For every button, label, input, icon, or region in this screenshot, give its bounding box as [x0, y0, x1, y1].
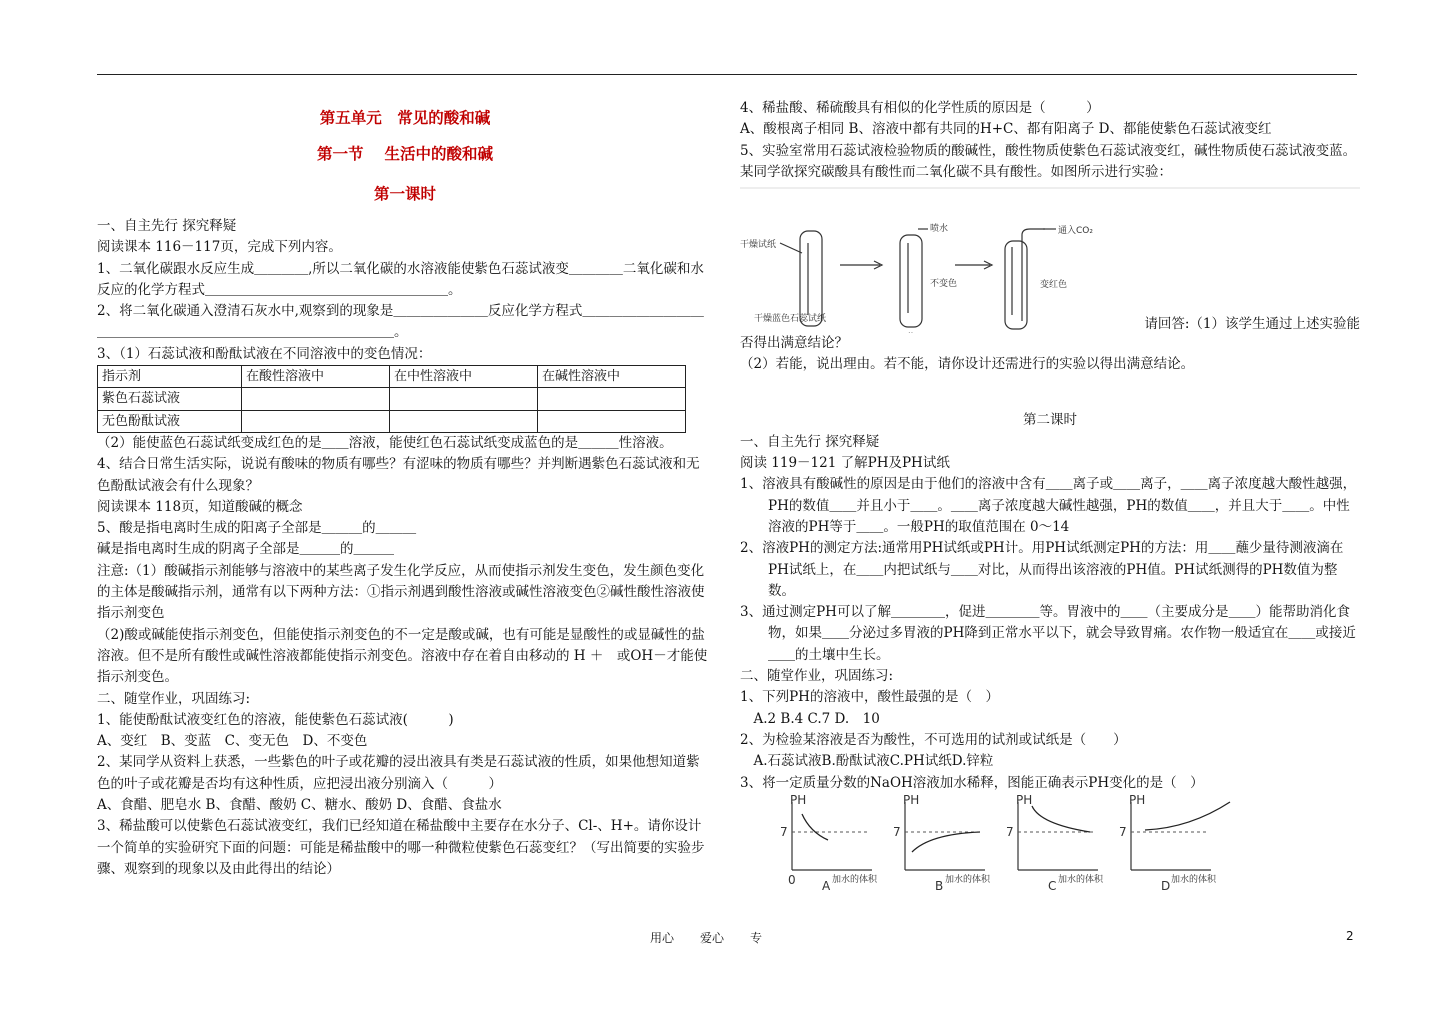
- text-line: 3、（1）石蕊试液和酚酞试液在不同溶液中的变色情况：: [97, 345, 432, 362]
- right-lines-a: [740, 98, 1360, 183]
- y-tick-7: 7: [893, 824, 901, 839]
- co2-tube: [1022, 229, 1045, 321]
- text-line: 注意:（1）酸碱指示剂能够与溶液中的某些离子发生化学反应，从而使指示剂发生变色，发生颜色变化的主体是酸碱指示剂，通常有以下两种方法：①指示剂遇到酸性溶液或碱性溶液变色②碱性酸性溶液使指示剂变色: [97, 562, 705, 622]
- text-line: 阅读课本 118页，知道酸碱的概念: [97, 498, 303, 515]
- page-number: 2: [1346, 929, 1354, 943]
- y-axis-label: PH: [903, 793, 920, 807]
- label-water: 喷水: [930, 224, 949, 235]
- y-tick-7: 7: [1006, 824, 1014, 839]
- origin-label: 0: [788, 872, 796, 887]
- x-axis-label: 加水的体积: [945, 874, 991, 885]
- text-line: 阅读课本 116－117页，完成下列内容。: [97, 239, 342, 256]
- table-cell: [538, 388, 686, 410]
- label-no-change: 不变色: [930, 279, 958, 290]
- y-axis-label: PH: [1016, 793, 1033, 807]
- text-line: 碱是指电离时生成的阴离子全部是＿＿＿的＿＿＿: [97, 541, 394, 558]
- experiment-figure: [740, 183, 1360, 333]
- text-line: 3、稀盐酸可以使紫色石蕊试液变红，我们已经知道在稀盐酸中主要存在水分子、Cl-、H+。请你设计一个简单的实验研究下面的问题：可能是稀盐酸中的哪一种微粒使紫色石蕊变红？（写出简要的实验步骤、观察到的现象以及由此得出的结论）: [97, 818, 705, 877]
- left-column: [97, 98, 713, 880]
- text-line: A.2 B.4 C.7 D. 10: [740, 710, 880, 727]
- text-line: （2）若能，说出理由。若不能，请你设计还需进行的实验以得出满意结论。: [740, 356, 1195, 373]
- text-line: A、食醋、肥皂水 B、食醋、酸奶 C、糖水、酸奶 D、食醋、食盐水: [97, 797, 502, 814]
- right-lines-c: [740, 432, 1360, 475]
- footer-text-1: 用心: [650, 931, 675, 945]
- indicator-table: [97, 365, 686, 433]
- text-line: 2、溶液PH的测定方法:通常用PH试纸或PH计。用PH试纸测定PH的方法：用＿＿蘸少量待测液滴在PH试纸上，在＿＿内把试纸与＿＿对比，从而得出该溶液的PH值。PH试纸测得的PH数值为整数。: [740, 540, 1344, 599]
- table-header-cell: 在碱性溶液中: [538, 366, 686, 388]
- left-lines-a: [97, 216, 713, 365]
- test-tube-3: [1005, 241, 1027, 329]
- text-line: 5、实验室常用石蕊试液检验物质的酸碱性，酸性物质使紫色石蕊试液变红，碱性物质使石蕊试液变蓝。某同学欲探究碳酸具有酸性而二氧化碳不具有酸性。如图所示进行实验：: [740, 142, 1357, 180]
- ph-curve: [1145, 802, 1230, 830]
- text-line: 二、随堂作业，巩固练习:: [97, 690, 251, 707]
- right-items: [740, 474, 1360, 666]
- table-row: [98, 410, 686, 432]
- graph-name: D: [1161, 878, 1171, 892]
- unit-title: 第五单元 常见的酸和碱: [319, 109, 491, 127]
- table-header-cell: 在酸性溶液中: [242, 366, 390, 388]
- table-cell: [242, 388, 390, 410]
- text-line: （2)酸或碱能使指示剂变色，但能使指示剂变色的不一定是酸或碱，也有可能是显酸性的或显碱性的盐溶液。但不是所有酸性或碱性溶液都能使指示剂变色。溶液中存在着自由移动的 H ＋ 或OH－才能使指示剂变色。: [97, 626, 708, 686]
- ph-curve: [802, 814, 828, 840]
- x-axis-label: 加水的体积: [1171, 874, 1217, 885]
- lesson-title: 第一课时: [373, 185, 436, 203]
- graph-name: A: [822, 878, 831, 892]
- ph-curve: [1032, 806, 1090, 832]
- text-line: 二、随堂作业，巩固练习:: [740, 668, 894, 685]
- section-title: 第一节 生活中的酸和碱: [317, 145, 493, 163]
- header-rule: [97, 74, 1357, 75]
- y-axis-label: PH: [1129, 793, 1146, 807]
- label-dry-paper: 干燥试纸: [740, 240, 777, 251]
- ph-curve: [912, 832, 980, 852]
- table-cell: [242, 410, 390, 432]
- x-axis-label: 加水的体积: [832, 874, 878, 885]
- ph-graphs: [740, 794, 1360, 892]
- text-line: 一、自主先行 探究释疑: [97, 218, 237, 234]
- text-line: 1、能使酚酞试液变红色的溶液，能使紫色石蕊试液( ): [97, 711, 454, 728]
- label-co2: 通入CO₂: [1058, 226, 1093, 237]
- text-line: 阅读 119－121 了解PH及PH试纸: [740, 455, 950, 472]
- table-header-cell: 在中性溶液中: [390, 366, 538, 388]
- y-tick-7: 7: [780, 824, 788, 839]
- text-line: 1、溶液具有酸碱性的原因是由于他们的溶液中含有＿＿离子或＿＿离子，＿＿离子浓度越大酸性越强，PH的数值＿＿并且小于＿＿。＿＿离子浓度越大碱性越强，PH的数值＿＿，并且大于＿＿。中性溶液的PH等于＿＿。一般PH的取值范围在 0～14: [740, 476, 1357, 535]
- text-line: A、酸根离子相同 B、溶液中都有共同的H+C、都有阳离子 D、都能使紫色石蕊试液变红: [740, 121, 1272, 138]
- graph-name: B: [935, 878, 944, 892]
- footer-text-3: 专: [750, 931, 763, 945]
- text-line: 1、二氧化碳跟水反应生成＿＿＿＿,所以二氧化碳的水溶液能使紫色石蕊试液变＿＿＿＿二氧化碳和水反应的化学方程式＿＿＿＿＿＿＿＿＿＿＿＿＿＿＿＿＿＿。: [97, 260, 704, 298]
- y-axis-label: PH: [790, 793, 807, 807]
- left-lines-b: [97, 433, 713, 880]
- test-tube-2: [900, 235, 922, 327]
- table-cell: [390, 410, 538, 432]
- table-cell: 紫色石蕊试液: [98, 388, 242, 410]
- lesson2-title: 第二课时: [1023, 411, 1077, 428]
- text-line: 1、下列PH的溶液中，酸性最强的是（ ）: [740, 689, 999, 706]
- label-blue-litmus: 干燥蓝色石蕊试纸: [754, 314, 827, 325]
- table-row: [98, 388, 686, 410]
- y-tick-7: 7: [1119, 824, 1127, 839]
- text-line: 4、结合日常生活实际，说说有酸味的物质有哪些？有涩味的物质有哪些？并判断遇紫色石蕊试液和无色酚酞试液会有什么现象？: [97, 456, 700, 494]
- text-line: A.石蕊试液B.酚酞试液C.PH试纸D.锌粒: [740, 753, 994, 770]
- right-lines-b: [740, 333, 1360, 376]
- text-line: 4、稀盐酸、稀硫酸具有相似的化学性质的原因是（ ）: [740, 100, 1100, 116]
- text-line: 2、为检验某溶液是否为酸性，不可选用的试剂或试纸是（ ）: [740, 731, 1127, 748]
- graph-name: C: [1048, 878, 1057, 892]
- footer-text-2: 爱心: [700, 931, 725, 945]
- text-line: 5、酸是指电离时生成的阳离子全部是＿＿＿的＿＿＿: [97, 520, 417, 537]
- text-line: 2、某同学从资料上获悉，一些紫色的叶子或花瓣的浸出液具有类是石蕊试液的性质，如果他想知道紫色的叶子或花瓣是否均有这种性质，应把浸出液分别滴入（ ）: [97, 754, 700, 792]
- table-cell: [538, 410, 686, 432]
- right-lines-d: [740, 666, 1360, 794]
- text-line: 否得出满意结论？: [740, 335, 848, 352]
- text-line: 2、将二氧化碳通入澄清石灰水中,观察到的现象是＿＿＿＿＿＿＿反应化学方程式＿＿＿＿＿＿＿＿＿＿＿＿＿＿＿＿＿＿＿＿＿＿＿＿＿＿＿＿＿＿＿。: [97, 303, 704, 341]
- label-red: 变红色: [1040, 280, 1068, 291]
- test-tube-1: [800, 231, 822, 326]
- experiment-sketch: [740, 183, 1360, 333]
- text-line: 3、通过测定PH可以了解＿＿＿＿，促进＿＿＿＿等。胃液中的＿＿（主要成分是＿＿）能帮助消化食物，如果＿＿分泌过多胃液的PH降到正常水平以下，就会导致胃痛。农作物一般适宜在＿＿或接近＿＿的土壤中生长。: [740, 604, 1356, 663]
- x-axis-label: 加水的体积: [1058, 874, 1104, 885]
- text-line: （2）能使蓝色石蕊试纸变成红色的是＿＿溶液，能使红色石蕊试纸变成蓝色的是＿＿＿性溶液。: [97, 434, 673, 451]
- roman-2: [908, 332, 913, 333]
- text-line: 3、将一定质量分数的NaOH溶液加水稀释，图能正确表示PH变化的是（ ）: [740, 774, 1204, 791]
- text-line: A、变红 B、变蓝 C、变无色 D、不变色: [97, 733, 368, 750]
- table-cell: [390, 388, 538, 410]
- text-line: 一、自主先行 探究释疑: [740, 433, 880, 450]
- answer-prompt: 请回答:（1）该学生通过上述实验能: [1144, 315, 1360, 332]
- table-header-cell: 指示剂: [98, 366, 242, 388]
- table-cell: 无色酚酞试液: [98, 410, 242, 432]
- right-column: [740, 98, 1360, 899]
